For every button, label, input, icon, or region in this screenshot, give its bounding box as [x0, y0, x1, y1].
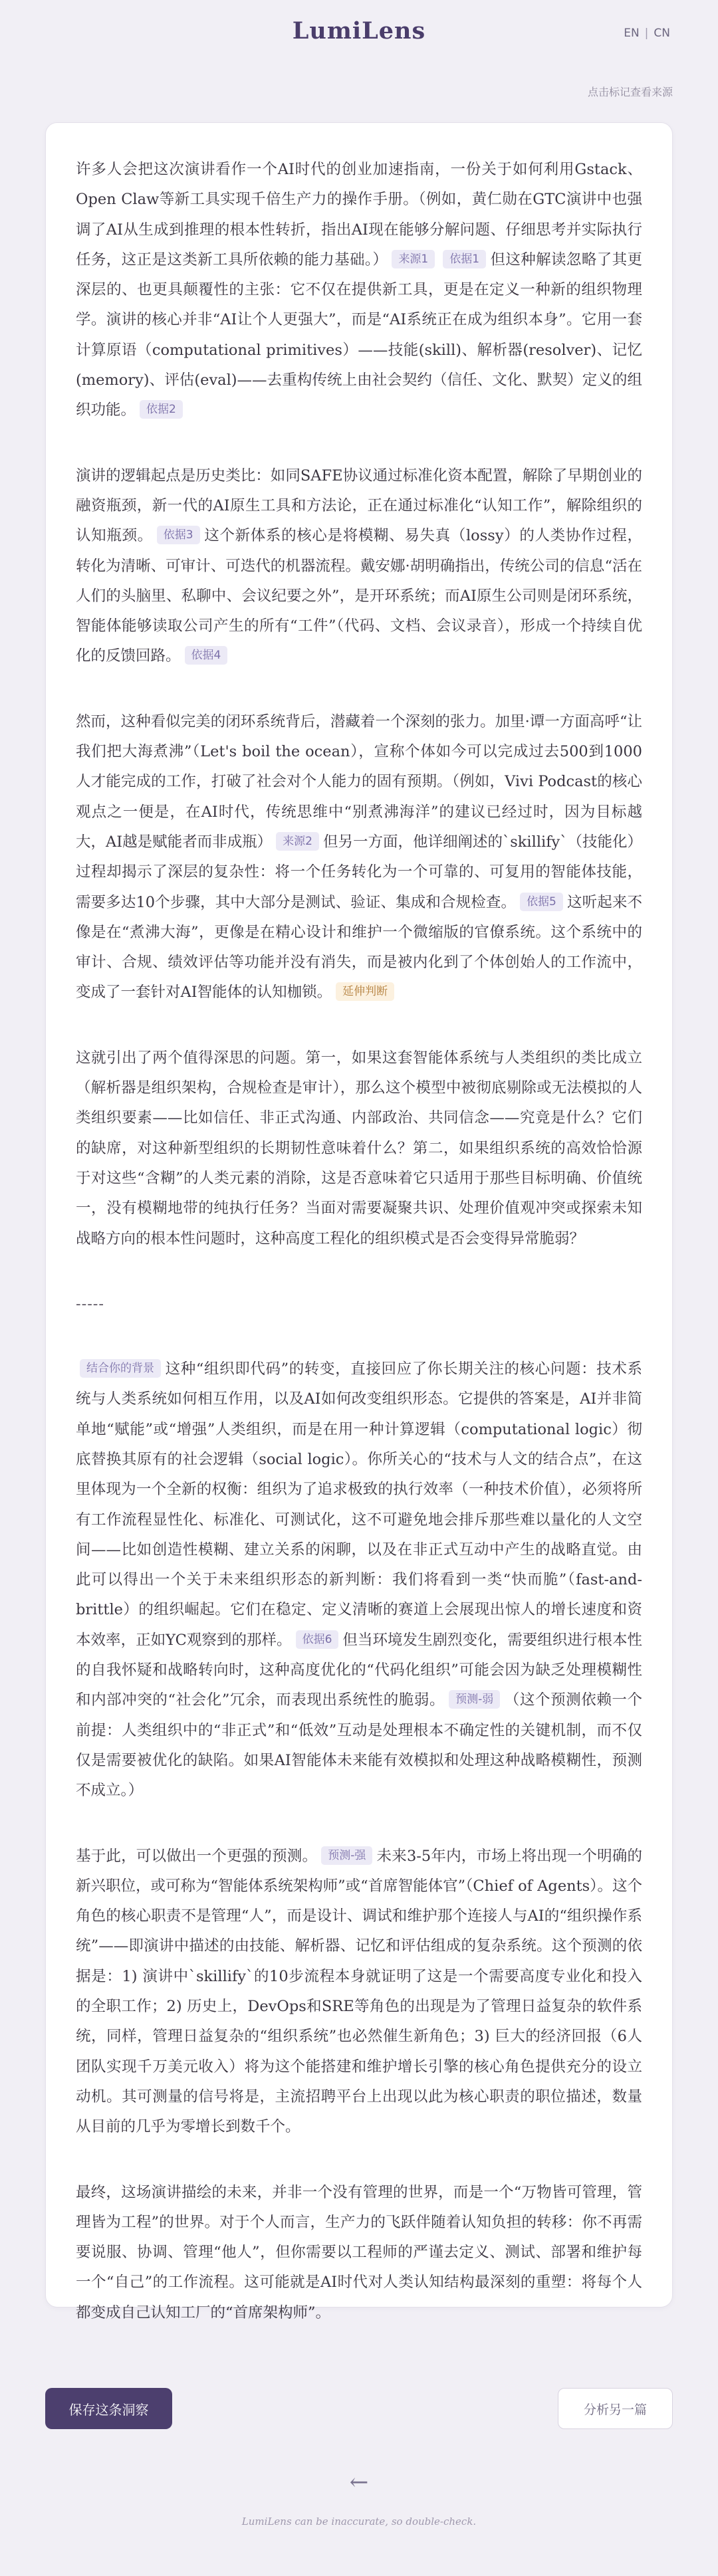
save-insight-button[interactable]: 保存这条洞察 — [45, 2388, 172, 2429]
paragraph-text: 未来3-5年内，市场上将出现一个明确的新兴职位，或可称为“智能体系统架构师”或“首席智能体官”（Chief of Agents）。这个角色的核心职责不是管理“人”，而是设计、调试和维护那个连接人与AI的“组织操作系统”——即演讲中描述的由技能、解析器、记忆和评估组成的复杂系统。这个预测的依据是：1) 演讲中`skillify`的10步流程本身就证明了这是一个需要高度专业化和投入的全职工作；2) 历史上，DevOps和SRE等角色的出现是为了管理日益复杂的软件系统，同样，管理日益复杂的“组织系统”也必然催生新角色；3) 巨大的经济回报（6人团队实现千万美元收入）将为这个能搭建和维护增长引擎的核心角色提供充分的设立动机。其可测量的信号将是，主流招聘平台上出现以此为核心职责的职位描述，数量从目前的几乎为零增长到数千个。 — [76, 1847, 642, 2136]
source-tag[interactable]: 依据3 — [157, 526, 200, 544]
analyze-another-button[interactable]: 分析另一篇 — [558, 2388, 673, 2429]
paragraph-text: （这个预测依赖一个前提：人类组织中的“非正式”和“低效”互动是处理根本不确定性的关键机制，而不仅仅是需要被优化的缺陷。如果AI智能体未来能有效模拟和处理这种战略模糊性，预测不成立。） — [76, 1691, 642, 1800]
insight-paragraph — [76, 461, 642, 672]
paragraph-text: 演讲的逻辑起点是历史类比：如同SAFE协议通过标准化资本配置，解除了早期创业的融资瓶颈，新一代的AI原生工具和方法论，正在通过标准化“认知工作”，解除组织的认知瓶颈。 — [76, 467, 642, 545]
insight-paragraph — [76, 707, 642, 1008]
lang-en-toggle[interactable]: EN — [624, 27, 640, 40]
source-tag[interactable]: 依据5 — [520, 893, 563, 911]
paragraph-text: 这种“组织即代码”的转变，直接回应了你长期关注的核心问题：技术系统与人类系统如何相互作用，以及AI如何改变组织形态。它提供的答案是，AI并非简单地“赋能”或“增强”人类组织，而是在用一种计算逻辑（computational logic）彻底替换其原有的社会逻辑（social logic）。你所关心的“技术与人文的结合点”，在这里体现为一个全新的权衡：组织为了追求极致的执行效率（一种技术价值），必须将所有工作流程显性化、标准化、可测试化，这不可避免地会排斥那些难以量化的人文空间——比如创造性模糊、建立关系的闲聊，以及在非正式互动中产生的战略直觉。由此可以得出一个关于未来组织形态的新判断：我们将看到一类“快而脆”（fast-and-brittle）的组织崛起。它们在稳定、定义清晰的赛道上会展现出惊人的增长速度和资本效率，正如YC观察到的那样。 — [76, 1360, 642, 1649]
source-tag[interactable]: 来源1 — [392, 250, 435, 268]
paragraph-text: 这听起来不像是在“煮沸大海”，更像是在精心设计和维护一个微缩版的官僚系统。这个系统中的审计、合规、绩效评估等功能并没有消失，而是被内化到了个体创始人的工作流中，变成了一套针对AI智能体的认知枷锁。 — [76, 893, 642, 1002]
source-tag[interactable]: 依据1 — [443, 250, 486, 268]
paragraph-text: 许多人会把这次演讲看作一个AI时代的创业加速指南，一份关于如何利用Gstack、Open Claw等新工具实现千倍生产力的操作手册。（例如，黄仁勋在GTC演讲中也强调了AI从生成到推理的根本性转折，指出AI现在能够分解问题、仔细思考并实际执行任务，这正是这类新工具所依赖的能力基础。） — [76, 161, 642, 268]
action-bar — [45, 2388, 673, 2429]
paragraph-text: 但这种解读忽略了其更深层的、也更具颠覆性的主张：它不仅在提供新工具，更是在定义一种新的组织物理学。演讲的核心并非“AI让个人更强大”，而是“AI系统正在成为组织本身”。它用一套计算原语（computational primitives）——技能(skill)、解析器(resolver)、记忆(memory)、评估(eval)——去重构传统上由社会契约（信任、文化、默契）定义的组织功能。 — [76, 251, 642, 419]
insight-paragraph — [76, 1289, 642, 1319]
section-divider: ----- — [76, 1295, 105, 1313]
insight-paragraph — [76, 1043, 642, 1254]
insight-paragraph — [76, 155, 642, 426]
lang-separator: | — [644, 27, 649, 40]
source-tag[interactable]: 预测-弱 — [449, 1690, 500, 1709]
paragraph-text: 这就引出了两个值得深思的问题。第一，如果这套智能体系统与人类组织的类比成立（解析器是组织架构，合规检查是审计），那么这个模型中被彻底剔除或无法模拟的人类组织要素——比如信任、非正式沟通、内部政治、共同信念——究竟是什么？它们的缺席，对这种新型组织的长期韧性意味着什么？第二，如果组织系统的高效恰恰源于对这些“含糊”的人类元素的消除，这是否意味着它只适用于那些目标明确、价值统一，没有模糊地带的纯执行任务？当面对需要凝聚共识、处理价值观冲突或探索未知战略方向的根本性问题时，这种高度工程化的组织模式是否会变得异常脆弱？ — [76, 1049, 642, 1247]
source-tag[interactable]: 预测-强 — [321, 1846, 372, 1865]
disclaimer-note: LumiLens can be inaccurate, so double-check. — [241, 2516, 477, 2527]
source-tag[interactable]: 来源2 — [276, 832, 319, 851]
extension-tag[interactable]: 延伸判断 — [336, 982, 394, 1001]
insight-paragraph — [76, 2178, 642, 2328]
source-tag[interactable]: 依据6 — [296, 1630, 339, 1649]
insight-paragraph — [76, 1842, 642, 2143]
source-hint: 点击标记查看来源 — [587, 86, 673, 98]
app-header — [0, 0, 718, 70]
back-arrow-icon[interactable]: ← — [349, 2469, 369, 2496]
source-tag[interactable]: 依据2 — [140, 400, 183, 419]
paragraph-text: 但另一方面，他详细阐述的`skillify`（技能化）过程却揭示了深层的复杂性：将一个任务转化为一个可靠的、可复用的智能体技能，需要多达10个步骤，其中大部分是测试、验证、集成和合规检查。 — [76, 833, 642, 911]
paragraph-text: 基于此，可以做出一个更强的预测。 — [76, 1847, 318, 1865]
paragraph-text: 然而，这种看似完美的闭环系统背后，潜藏着一个深刻的张力。加里·谭一方面高呼“让我们把大海煮沸”（Let's boil the ocean），宣称个体如今可以完成过去500到1000人才能完成的工作，打破了社会对个人能力的固有预期。（例如，Vivi Podcast的核心观点之一便是，在AI时代，传统思维中“别煮沸海洋”的建议已经过时，因为目标越大，AI越是赋能者而非成瓶） — [76, 712, 642, 851]
lang-cn-toggle[interactable]: CN — [654, 27, 670, 40]
insight-card — [45, 122, 673, 2321]
insight-content — [76, 155, 642, 2328]
insight-paragraph — [76, 1354, 642, 1806]
source-tag[interactable]: 结合你的背景 — [80, 1359, 161, 1378]
paragraph-text: 最终，这场演讲描绘的未来，并非一个没有管理的世界，而是一个“万物皆可管理，管理皆为工程”的世界。对于个人而言，生产力的飞跃伴随着认知负担的转移：你不再需要说服、协调、管理“他人”，但你需要以工程师的严谨去定义、测试、部署和维护每一个“自己”的工作流程。这可能就是AI时代对人类认知结构最深刻的重塑：将每个人都变成自己认知工厂的“首席架构师”。 — [76, 2183, 642, 2321]
language-switcher — [624, 27, 670, 40]
paragraph-text: 但当环境发生剧烈变化，需要组织进行根本性的自我怀疑和战略转向时，这种高度优化的“代码化组织”可能会因为缺乏处理模糊性和内部冲突的“社会化”冗余，而表现出系统性的脆弱。 — [76, 1631, 642, 1709]
paragraph-text: 这个新体系的核心是将模糊、易失真（lossy）的人类协作过程，转化为清晰、可审计、可迭代的机器流程。戴安娜·胡明确指出，传统公司的信息“活在人们的头脑里、私聊中、会议纪要之外”，是开环系统；而AI原生公司则是闭环系统，智能体能够读取公司产生的所有“工件”（代码、文档、会议录音），形成一个持续自优化的反馈回路。 — [76, 527, 642, 665]
source-tag[interactable]: 依据4 — [185, 646, 228, 665]
brand-logo[interactable]: LumiLens — [292, 17, 426, 45]
